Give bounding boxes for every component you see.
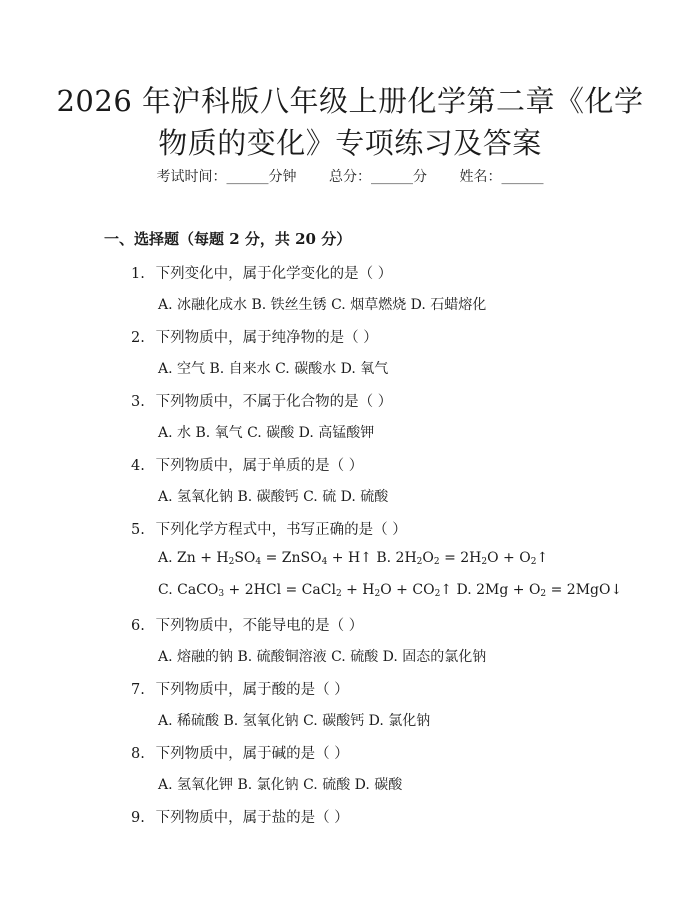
- question-8-options: A. 氢氧化钾 B. 氯化钠 C. 硫酸 D. 碳酸: [158, 777, 403, 793]
- question-number: 9.: [131, 810, 145, 826]
- question-text: 下列物质中，属于酸的是（ ）: [155, 682, 349, 698]
- question-text: 下列物质中，属于碱的是（ ）: [155, 746, 349, 762]
- exam-time-field: 考试时间：______分钟: [156, 169, 297, 185]
- question-number: 8.: [131, 746, 145, 762]
- question-4-options: A. 氢氧化钠 B. 碳酸钙 C. 硫 D. 硫酸: [158, 489, 389, 505]
- question-number: 3.: [131, 394, 145, 410]
- total-score-field: 总分：______分: [329, 169, 427, 185]
- question-8: [131, 742, 349, 763]
- question-number: 7.: [131, 682, 145, 698]
- question-text: 下列物质中，不属于化合物的是（ ）: [155, 394, 393, 410]
- question-5-options-ab: A. $Zn + H_2SO_4$ = ZnSO$_4$ + H↑ B. $2H_2O_2 = 2H_2O$ + $O_2↑$: [158, 550, 549, 567]
- section-heading-choice: 一、选择题（每题 2 分，共 20 分）: [104, 230, 352, 248]
- question-6-options: A. 熔融的钠 B. 硫酸铜溶液 C. 硫酸 D. 固态的氯化钠: [158, 649, 487, 665]
- question-text: 下列变化中，属于化学变化的是（ ）: [155, 266, 393, 282]
- question-number: 5.: [131, 522, 145, 538]
- question-4: [131, 454, 363, 475]
- question-number: 4.: [131, 458, 145, 474]
- question-2: [131, 326, 378, 347]
- question-3-options: A. 水 B. 氧气 C. 碳酸 D. 高锰酸钾: [158, 425, 375, 441]
- exam-meta: [0, 166, 700, 186]
- question-6: [131, 614, 363, 635]
- question-number: 2.: [131, 330, 145, 346]
- question-5: [131, 518, 407, 539]
- question-9: [131, 806, 349, 827]
- question-text: 下列物质中，属于纯净物的是（ ）: [155, 330, 378, 346]
- question-2-options: A. 空气 B. 自来水 C. 碳酸水 D. 氧气: [158, 361, 389, 377]
- document-title: [40, 80, 660, 164]
- question-number: 1.: [131, 266, 145, 282]
- question-7-options: A. 稀硫酸 B. 氢氧化钠 C. 碳酸钙 D. 氯化钠: [158, 713, 431, 729]
- question-3: [131, 390, 392, 411]
- title-line-2: 物质的变化》专项练习及答案: [158, 126, 542, 160]
- question-text: 下列化学方程式中，书写正确的是（ ）: [155, 522, 407, 538]
- question-7: [131, 678, 349, 699]
- title-line-1: 2026 年沪科版八年级上册化学第二章《化学: [56, 84, 644, 118]
- name-field: 姓名：______: [459, 169, 544, 185]
- question-1-options: A. 冰融化成水 B. 铁丝生锈 C. 烟草燃烧 D. 石蜡熔化: [158, 297, 487, 313]
- question-1: [131, 262, 392, 283]
- question-text: 下列物质中，属于盐的是（ ）: [155, 810, 349, 826]
- question-number: 6.: [131, 618, 145, 634]
- question-5-options-cd: C. CaCO$_3$ + 2HCl = CaCl$_2$ + $H_2O$ + $CO_2↑$ D. $2Mg + O_2$ = 2MgO↓: [158, 582, 623, 599]
- question-text: 下列物质中，不能导电的是（ ）: [155, 618, 364, 634]
- question-text: 下列物质中，属于单质的是（ ）: [155, 458, 364, 474]
